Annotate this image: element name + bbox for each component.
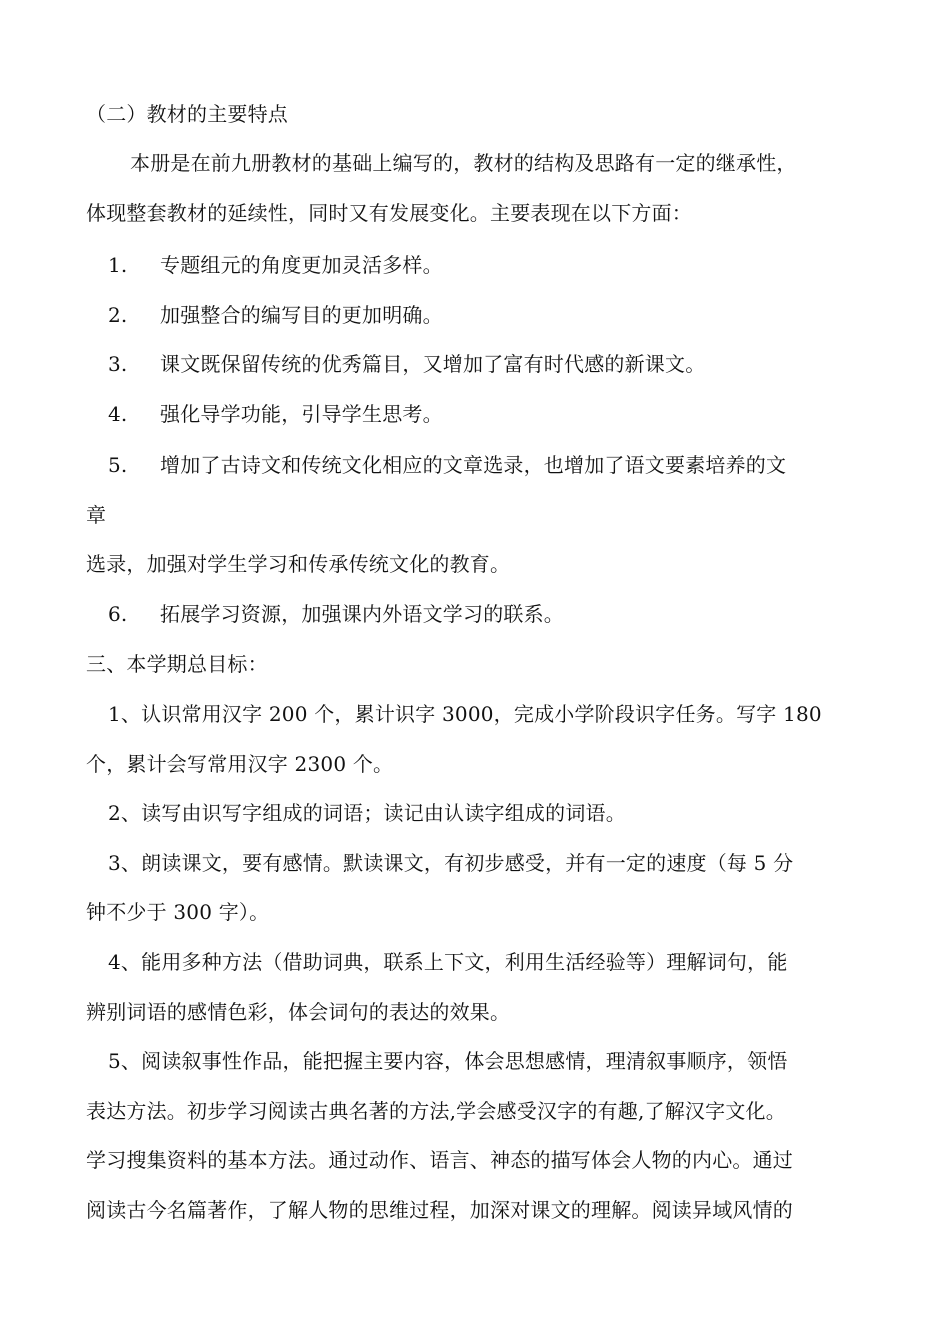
feature-item-5 <box>108 451 786 479</box>
feature-5-wrap: 章 <box>86 503 107 527</box>
feature-item-4 <box>108 400 443 428</box>
section-three-heading: 三、本学期总目标： <box>86 652 268 676</box>
goal-4-line-2: 辨别词语的感情色彩，体会词句的表达的效果。 <box>86 1000 511 1024</box>
feature-number: 4. <box>108 402 128 426</box>
feature-text: 增加了古诗文和传统文化相应的文章选录，也增加了语文要素培养的文 <box>160 453 787 477</box>
feature-number: 3. <box>108 352 128 376</box>
goal-1-line-2: 个，累计会写常用汉字 2300 个。 <box>86 752 394 776</box>
feature-text: 强化导学功能，引导学生思考。 <box>160 402 443 426</box>
feature-item-1 <box>108 251 443 279</box>
goal-5-line-1: 5、阅读叙事性作品，能把握主要内容，体会思想感情，理清叙事顺序，领悟 <box>108 1049 788 1073</box>
feature-text: 专题组元的角度更加灵活多样。 <box>160 253 443 277</box>
goal-3-line-2: 钟不少于 300 字）。 <box>86 900 270 924</box>
intro-line-1: 本册是在前九册教材的基础上编写的，教材的结构及思路有一定的继承性， <box>130 151 797 175</box>
feature-item-3 <box>108 350 705 378</box>
goal-4-line-1: 4、能用多种方法（借助词典，联系上下文，利用生活经验等）理解词句，能 <box>108 950 788 974</box>
goal-1-line-1: 1、认识常用汉字 200 个，累计识字 3000，完成小学阶段识字任务。写字 180 <box>108 702 822 726</box>
goal-5-line-4: 阅读古今名篇著作，了解人物的思维过程，加深对课文的理解。阅读异域风情的 <box>86 1198 793 1222</box>
feature-item-2 <box>108 301 443 329</box>
feature-5-continuation: 选录，加强对学生学习和传承传统文化的教育。 <box>86 552 511 576</box>
feature-number: 1. <box>108 253 128 277</box>
intro-line-2: 体现整套教材的延续性，同时又有发展变化。主要表现在以下方面： <box>86 201 692 225</box>
feature-text: 课文既保留传统的优秀篇目，又增加了富有时代感的新课文。 <box>160 352 706 376</box>
goal-5-line-3: 学习搜集资料的基本方法。通过动作、语言、神态的描写体会人物的内心。通过 <box>86 1148 793 1172</box>
feature-number: 6. <box>108 602 128 626</box>
feature-item-6 <box>108 600 564 628</box>
feature-number: 2. <box>108 303 128 327</box>
feature-text: 加强整合的编写目的更加明确。 <box>160 303 443 327</box>
section-two-heading: （二）教材的主要特点 <box>86 102 288 126</box>
goal-5-line-2: 表达方法。初步学习阅读古典名著的方法,学会感受汉字的有趣,了解汉字文化。 <box>86 1099 786 1123</box>
feature-text: 拓展学习资源，加强课内外语文学习的联系。 <box>160 602 564 626</box>
goal-3-line-1: 3、朗读课文，要有感情。默读课文，有初步感受，并有一定的速度（每 5 分 <box>108 851 794 875</box>
feature-number: 5. <box>108 453 128 477</box>
goal-2-line-1: 2、读写由识写字组成的词语；读记由认读字组成的词语。 <box>108 801 626 825</box>
